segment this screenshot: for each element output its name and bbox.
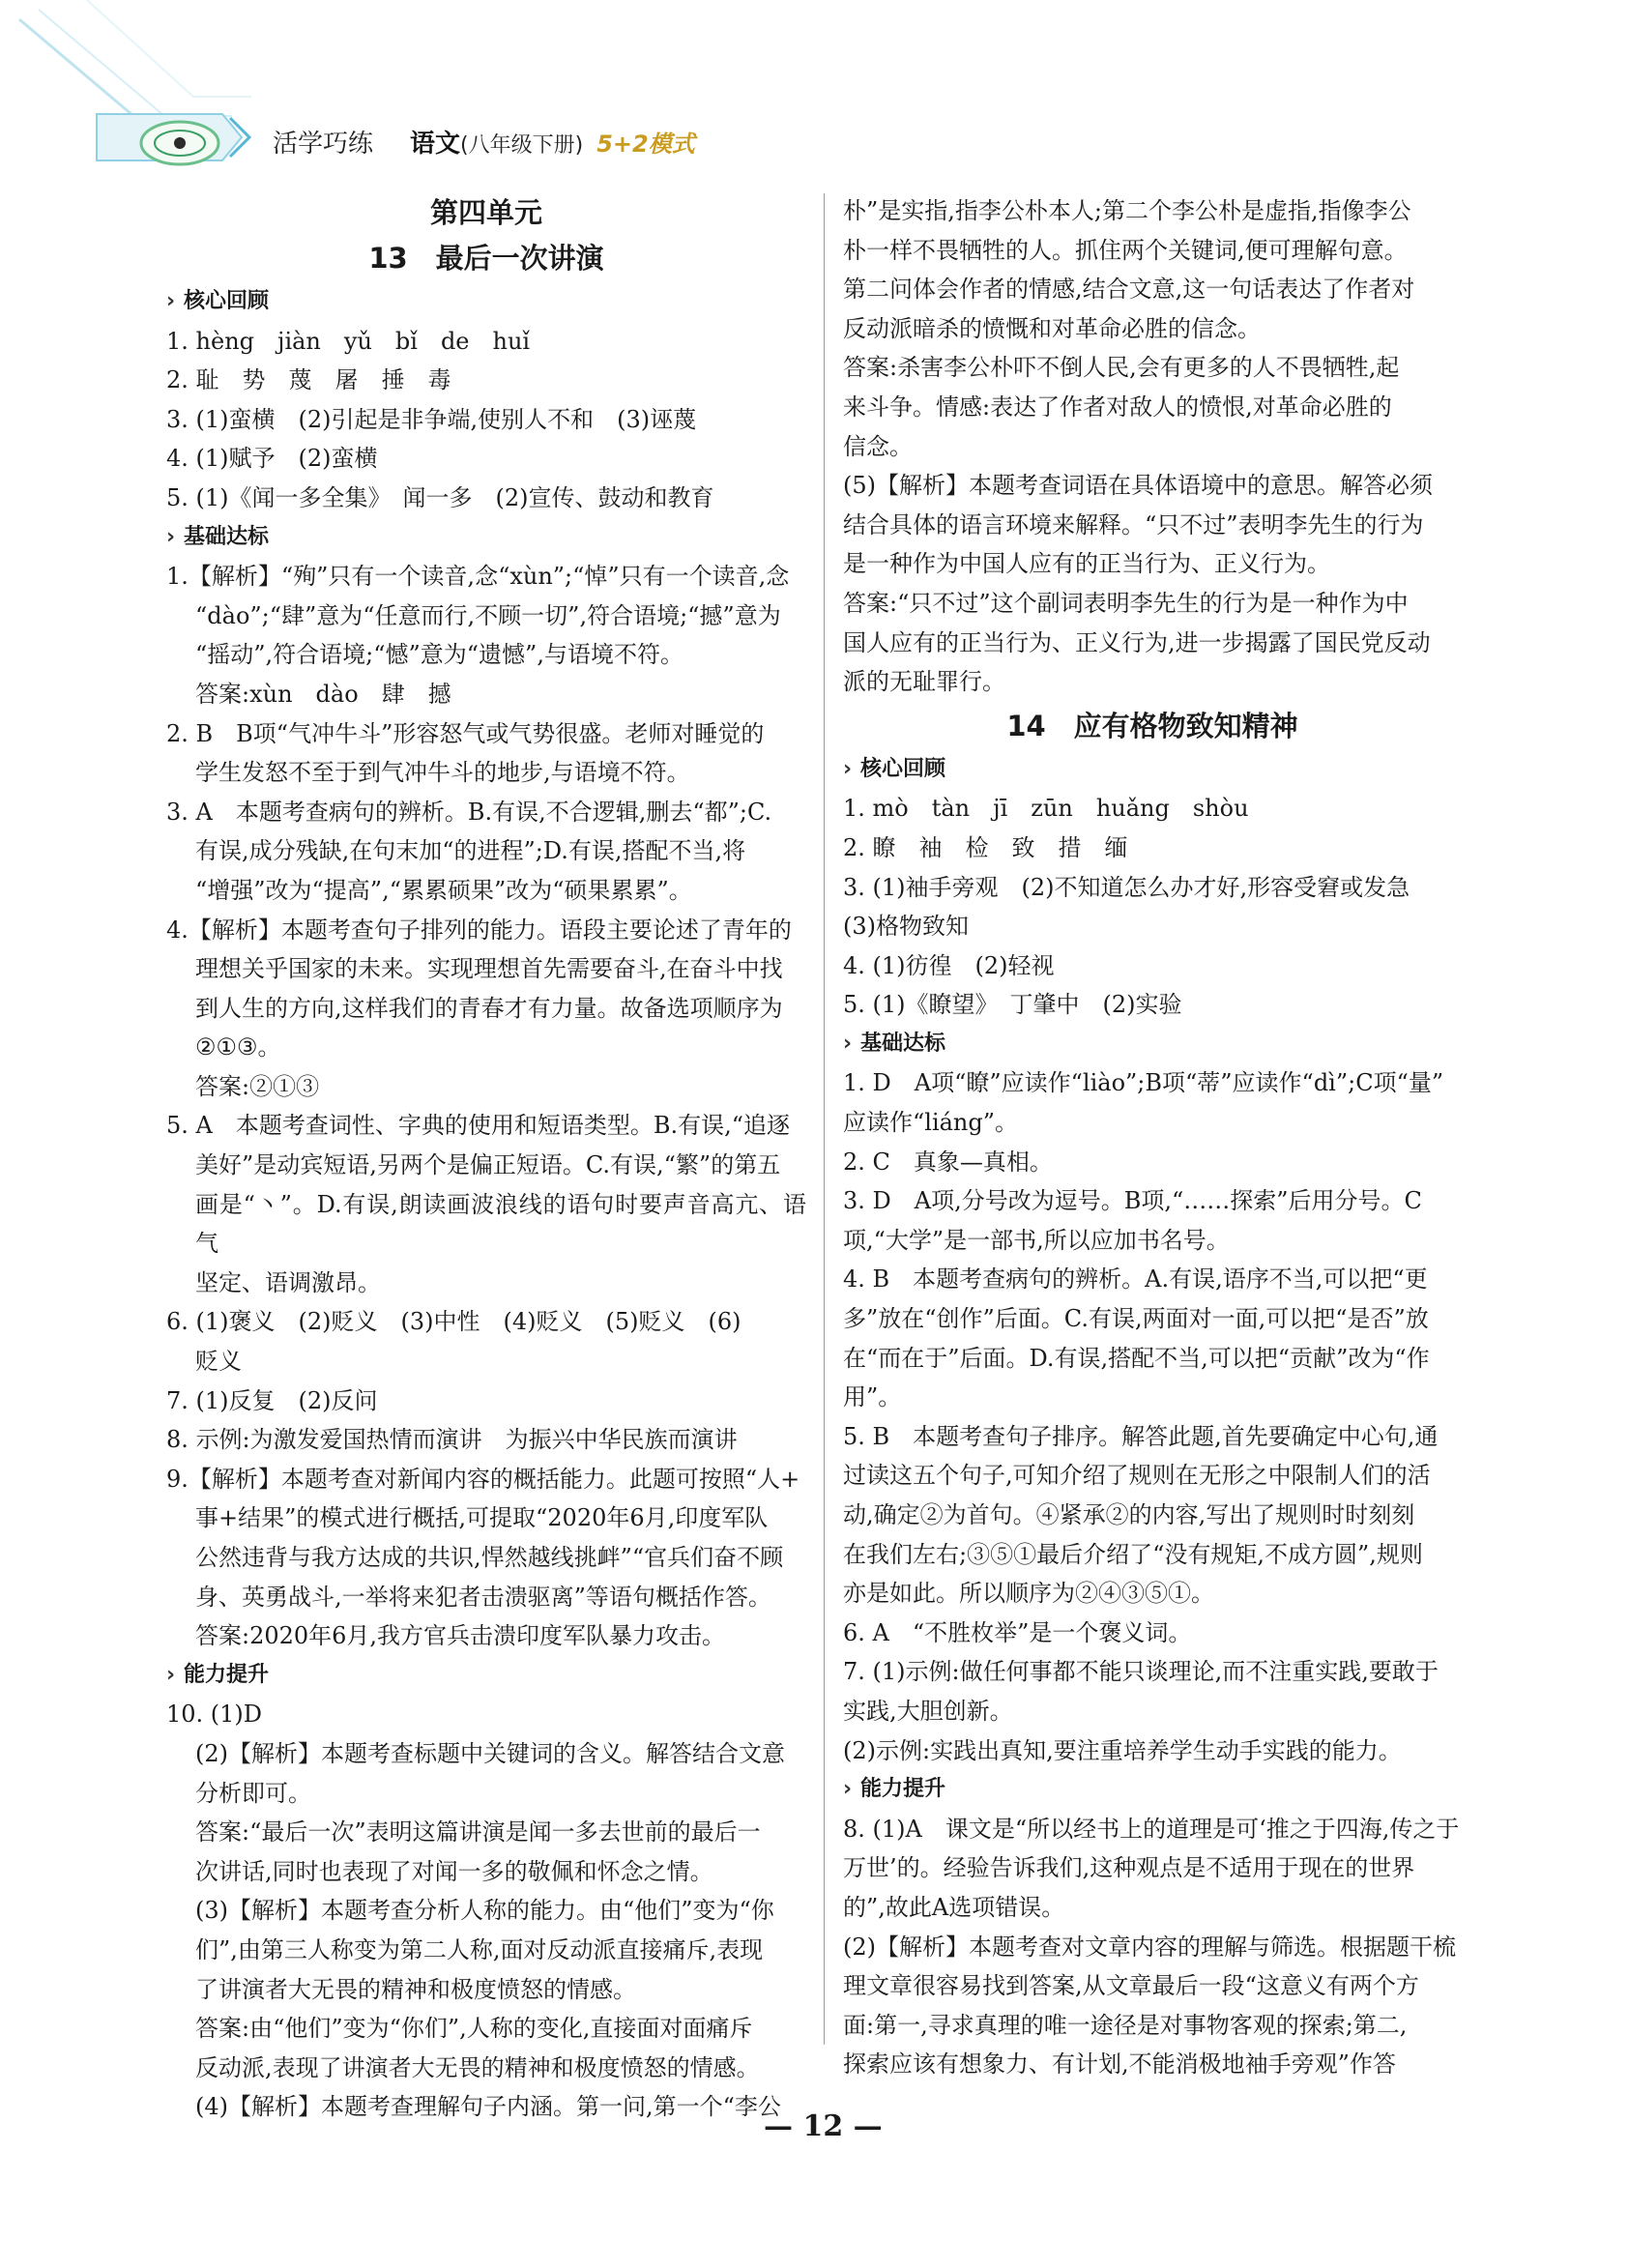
answer-line: 万世’的。经验告诉我们,这种观点是不适用于现在的世界 — [843, 1854, 1415, 1882]
mode-badge: 5+2模式 — [596, 131, 695, 158]
answer-line: 理文章很容易找到答案,从文章最后一段“这意义有两个方 — [843, 1972, 1419, 2000]
answer-line: 反动派暗杀的愤慨和对革命必胜的信念。 — [843, 314, 1261, 342]
answer-line: ②①③。 — [195, 1033, 281, 1061]
answer-line: 8. 示例:为激发爱国热情而演讲 为振兴中华民族而演讲 — [166, 1426, 738, 1454]
page-number: — 12 — — [764, 2109, 883, 2143]
answer-line: (5)【解析】本题考查词语在具体语境中的意思。解答必须 — [843, 472, 1433, 500]
subject-label: 语文 — [410, 130, 461, 159]
answer-line: 3. D A项,分号改为逗号。B项,“……探索”后用分号。C — [843, 1187, 1422, 1215]
answer-line: 面:第一,寻求真理的唯一途径是对事物客观的探索;第二, — [843, 2011, 1408, 2039]
answer-line: 贬义 — [195, 1348, 242, 1376]
answer-line: 派的无耻罪行。 — [843, 668, 1005, 696]
answer-line: 2. C 真象—真相。 — [843, 1148, 1053, 1176]
answer-line: 7. (1)反复 (2)反问 — [166, 1386, 378, 1414]
answer-line: 画是“丶”。D.有误,朗读画波浪线的语句时要声音高亢、语气 — [195, 1190, 806, 1258]
answer-line: 第二问体会作者的情感,结合文意,这一句话表达了作者对 — [843, 276, 1415, 304]
answer-line: 坚定、语调激昂。 — [195, 1268, 381, 1296]
answer-line: 事+结果”的模式进行概括,可提取“2020年6月,印度军队 — [195, 1504, 769, 1532]
answer-line: 分析即可。 — [195, 1779, 311, 1807]
answer-line: (2)【解析】本题考查对文章内容的理解与筛选。根据题干梳 — [843, 1933, 1456, 1961]
answer-line: 答案:②①③ — [195, 1072, 320, 1100]
section-heading: › 能力提升 — [166, 1656, 806, 1696]
answer-line: 6. A “不胜枚举”是一个褒义词。 — [843, 1618, 1192, 1646]
brand-logo-icon — [133, 114, 228, 172]
answer-line: 5. (1)《闻一多全集》 闻一多 (2)宣传、鼓动和教育 — [166, 483, 714, 511]
answer-line: 2. B B项“气冲牛斗”形容怒气或气势很盛。老师对睡觉的 — [166, 719, 765, 747]
answer-line: 1.【解析】“殉”只有一个读音,念“xùn”;“悼”只有一个读音,念 — [166, 563, 790, 591]
left-column — [166, 191, 806, 2127]
page-header — [273, 124, 695, 162]
answer-line: 美好”是动宾短语,另两个是偏正短语。C.有误,“繁”的第五 — [195, 1151, 781, 1179]
answer-line: 朴一样不畏牺牲的人。抓住两个关键词,便可理解句意。 — [843, 236, 1408, 264]
answer-line: 1. hèng jiàn yǔ bǐ de huǐ — [166, 327, 531, 355]
answer-line: 动,确定②为首句。④紧承②的内容,写出了规则时时刻刻 — [843, 1501, 1415, 1528]
answer-line: 3. (1)蛮横 (2)引起是非争端,使别人不和 (3)诬蔑 — [166, 405, 697, 433]
answer-line: 朴”是实指,指李公朴本人;第二个李公朴是虚指,指像李公 — [843, 197, 1411, 224]
chevron-right-icon: › — [843, 756, 853, 781]
answer-line: 是一种作为中国人应有的正当行为、正义行为。 — [843, 550, 1330, 578]
answer-line: 3. (1)袖手旁观 (2)不知道怎么办才好,形容受窘或发急 — [843, 873, 1410, 901]
answer-line: 公然违背与我方达成的共识,悍然越线挑衅”“官兵们奋不顾 — [195, 1544, 784, 1571]
answer-line: 答案:2020年6月,我方官兵击溃印度军队暴力攻击。 — [195, 1622, 726, 1650]
answer-line: 5. B 本题考查句子排序。解答此题,首先要确定中心句,通 — [843, 1422, 1439, 1450]
answer-line: 次讲话,同时也表现了对闻一多的敬佩和怀念之情。 — [195, 1857, 713, 1885]
answer-line: 9.【解析】本题考查对新闻内容的概括能力。此题可按照“人+ — [166, 1465, 800, 1493]
answer-line: (2)【解析】本题考查标题中关键词的含义。解答结合文意 — [195, 1739, 785, 1767]
answer-line: 8. (1)A 课文是“所以经书上的道理是可‘推之于四海,传之于 — [843, 1815, 1460, 1843]
answer-line: (3)【解析】本题考查分析人称的能力。由“他们”变为“你 — [195, 1897, 774, 1925]
right-column — [843, 191, 1462, 2084]
unit-title: 第四单元 — [429, 196, 542, 229]
answer-line: 来斗争。情感:表达了作者对敌人的愤恨,对革命必胜的 — [843, 393, 1392, 421]
answer-line: 2. 瞭 袖 检 致 措 缅 — [843, 833, 1128, 861]
answer-line: “摇动”,符合语境;“憾”意为“遗憾”,与语境不符。 — [195, 641, 683, 669]
answer-line: 的”,故此A选项错误。 — [843, 1893, 1065, 1921]
chevron-right-icon: › — [843, 1031, 853, 1056]
chevron-right-icon: › — [166, 524, 176, 549]
answer-line: 应读作“liáng”。 — [843, 1109, 1019, 1137]
answer-line: 在我们左右;③⑤①最后介绍了“没有规矩,不成方圆”,规则 — [843, 1540, 1423, 1568]
answer-line: 6. (1)褒义 (2)贬义 (3)中性 (4)贬义 (5)贬义 (6) — [166, 1308, 741, 1336]
chevron-right-icon: › — [843, 1777, 853, 1802]
answer-line: 有误,成分残缺,在句末加“的进程”;D.有误,搭配不当,将 — [195, 837, 746, 865]
answer-line: 答案:xùn dào 肆 撼 — [195, 680, 451, 708]
answer-line: 身、英勇战斗,一举将来犯者击溃驱离”等语句概括作答。 — [195, 1583, 771, 1611]
section-heading: › 基础达标 — [843, 1025, 1462, 1064]
answer-line: 在“而在于”后面。D.有误,搭配不当,可以把“贡献”改为“作 — [843, 1344, 1430, 1372]
answer-line: 理想关乎国家的未来。实现理想首先需要奋斗,在奋斗中找 — [195, 955, 783, 983]
answer-line: (3)格物致知 — [843, 913, 969, 941]
answer-line: 国人应有的正当行为、正义行为,进一步揭露了国民党反动 — [843, 628, 1431, 656]
answer-line: 探索应该有想象力、有计划,不能消极地袖手旁观”作答 — [843, 2050, 1396, 2079]
answer-line: 答案:“最后一次”表明这篇讲演是闻一多去世前的最后一 — [195, 1818, 761, 1846]
answer-line: 4. (1)赋予 (2)蛮横 — [166, 445, 378, 473]
answer-line: 1. mò tàn jī zūn huǎng shòu — [843, 795, 1249, 823]
answer-line: 们”,由第三人称变为第二人称,面对反动派直接痛斥,表现 — [195, 1935, 764, 1963]
column-divider — [824, 193, 825, 2045]
lesson-title: 14 应有格物致知精神 — [1006, 709, 1298, 742]
answer-line: (2)示例:实践出真知,要注重培养学生动手实践的能力。 — [843, 1736, 1402, 1764]
answer-line: 答案:由“他们”变为“你们”,人称的变化,直接面对面痛斥 — [195, 2015, 753, 2043]
section-heading: › 核心回顾 — [166, 282, 806, 322]
section-heading: › 核心回顾 — [843, 750, 1462, 790]
grade-label: (八年级下册) — [460, 133, 584, 158]
answer-line: 答案:杀害李公朴吓不倒人民,会有更多的人不畏牺牲,起 — [843, 354, 1400, 382]
answer-line: “dào”;“肆”意为“任意而行,不顾一切”,符合语境;“撼”意为 — [195, 601, 781, 629]
answer-line: (4)【解析】本题考查理解句子内涵。第一问,第一个“李公 — [195, 2093, 781, 2121]
brand-name: 活学巧练 — [273, 130, 374, 159]
answer-line: 4. B 本题考查病句的辨析。A.有误,语序不当,可以把“更 — [843, 1265, 1428, 1294]
answer-line: 到人生的方向,这样我们的青春才有力量。故备选项顺序为 — [195, 994, 783, 1022]
answer-line: 3. A 本题考查病句的辨析。B.有误,不合逻辑,删去“都”;C. — [166, 798, 772, 826]
answer-line: 1. D A项“瞭”应读作“liào”;B项“蒂”应读作“dì”;C项“量” — [843, 1069, 1444, 1097]
answer-line: 反动派,表现了讲演者大无畏的精神和极度愤怒的情感。 — [195, 2053, 760, 2081]
answer-line: 信念。 — [843, 432, 913, 460]
answer-line: 4.【解析】本题考查句子排列的能力。语段主要论述了青年的 — [166, 916, 792, 944]
section-heading: › 基础达标 — [166, 518, 806, 558]
answer-line: 10. (1)D — [166, 1701, 263, 1729]
answer-line: 了讲演者大无畏的精神和极度愤怒的情感。 — [195, 1975, 636, 2003]
answer-line: “增强”改为“提高”,“累累硕果”改为“硕果累累”。 — [195, 876, 692, 904]
answer-line: 2. 耻 势 蔑 屠 捶 毒 — [166, 366, 451, 394]
answer-line: 学生发怒不至于到气冲牛斗的地步,与语境不符。 — [195, 759, 690, 787]
chevron-right-icon: › — [166, 289, 176, 313]
answer-line: 7. (1)示例:做任何事都不能只谈理论,而不注重实践,要敢于 — [843, 1658, 1439, 1686]
answer-line: 5. A 本题考查词性、字典的使用和短语类型。B.有误,“追逐 — [166, 1112, 791, 1140]
chevron-right-icon: › — [166, 1662, 176, 1687]
answer-line: 结合具体的语言环境来解释。“只不过”表明李先生的行为 — [843, 510, 1424, 538]
answer-line: 过读这五个句子,可知介绍了规则在无形之中限制人们的活 — [843, 1462, 1431, 1490]
lesson-title: 13 最后一次讲演 — [368, 242, 604, 275]
answer-line: 用”。 — [843, 1383, 902, 1411]
section-heading: › 能力提升 — [843, 1770, 1462, 1810]
answer-line: 实践,大胆创新。 — [843, 1697, 1013, 1725]
answer-line: 项,“大学”是一部书,所以应加书名号。 — [843, 1226, 1230, 1254]
answer-line: 4. (1)彷徨 (2)轻视 — [843, 951, 1055, 979]
answer-line: 亦是如此。所以顺序为②④③⑤①。 — [843, 1580, 1214, 1608]
answer-line: 答案:“只不过”这个副词表明李先生的行为是一种作为中 — [843, 589, 1409, 617]
answer-line: 多”放在“创作”后面。C.有误,两面对一面,可以把“是否”放 — [843, 1305, 1429, 1333]
answer-line: 5. (1)《瞭望》 丁肇中 (2)实验 — [843, 991, 1182, 1019]
